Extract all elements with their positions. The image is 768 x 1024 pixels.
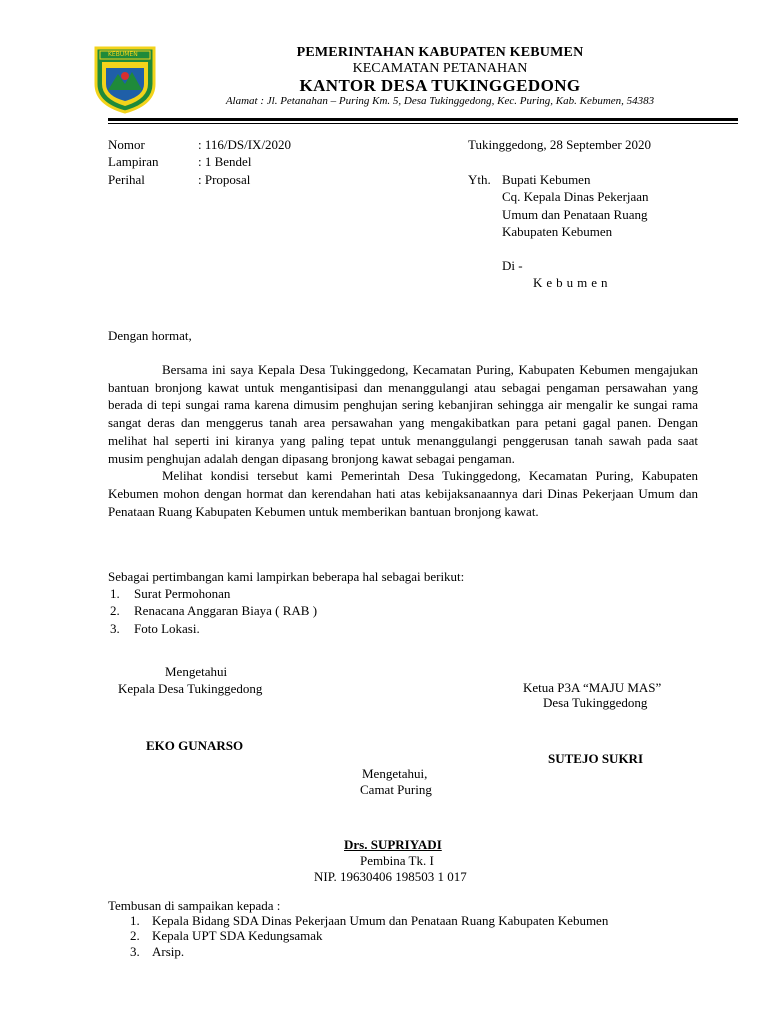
right-sign-village: Desa Tukinggedong bbox=[543, 695, 648, 710]
tembusan-num: 2. bbox=[130, 928, 140, 943]
center-sign-title: Camat Puring bbox=[360, 782, 432, 797]
recipient-line3: Umum dan Penataan Ruang bbox=[502, 207, 648, 222]
tembusan-text: Arsip. bbox=[152, 944, 185, 959]
attachment-intro: Sebagai pertimbangan kami lampirkan beberapa hal sebagai berikut: bbox=[108, 569, 465, 584]
left-sign-acknowledge: Mengetahui bbox=[165, 664, 228, 679]
recipient-yth: Yth. bbox=[468, 172, 491, 187]
body-paragraph-1: Bersama ini saya Kepala Desa Tukinggedong, Kecamatan Puring, Kabupaten Kebumen mengajukan bantuan bronjong kawat untuk mengantisipasi dan menanggulangi atau sebagai pengaman persawahan yang berada di tepi sungai rama karena dimusim penghujan sering kebanjiran sehingga air mengalir ke sungai rama sangat deras dan menggerus tanah area persawahan yang mengakibatkan para petani gagal panen. Dengan melihat hal seperti ini kiranya yang paling tepat untuk menanggulangi penggerusan tanah sawah pada saat musim penghujan adalah dengan dipasang bronjong kawat sebagai pengaman. bbox=[108, 362, 698, 466]
center-sign-rank: Pembina Tk. I bbox=[360, 853, 434, 868]
attachment-num: 3. bbox=[110, 621, 120, 636]
letter-date: Tukinggedong, 28 September 2020 bbox=[468, 137, 651, 152]
greeting: Dengan hormat, bbox=[108, 328, 192, 343]
recipient-di: Di - bbox=[502, 258, 523, 273]
body-paragraph-2: Melihat kondisi tersebut kami Pemerintah Desa Tukinggedong, Kecamatan Puring, Kabupaten Kebumen mohon dengan hormat dan kerendahan hati atas kebijaksanaannya dari Dinas Pekerjaan Umum dan Penataan Ruang Kabupaten Kebumen untuk memberikan bantuan bronjong kawat. bbox=[108, 468, 698, 519]
letterhead-government: PEMERINTAHAN KABUPATEN KEBUMEN bbox=[296, 45, 584, 60]
recipient-line4: Kabupaten Kebumen bbox=[502, 224, 613, 239]
tembusan-item bbox=[130, 927, 323, 944]
letterhead-rule-thin bbox=[108, 123, 738, 124]
letterhead-district: KECAMATAN PETANAHAN bbox=[352, 61, 528, 76]
tembusan-num: 1. bbox=[130, 913, 140, 928]
tembusan-intro: Tembusan di sampaikan kepada : bbox=[108, 898, 281, 913]
regency-logo bbox=[94, 44, 156, 114]
attachment-item bbox=[110, 602, 317, 619]
tembusan-num: 3. bbox=[130, 944, 140, 959]
perihal-label: Perihal bbox=[108, 172, 145, 187]
attachment-text: Renacana Anggaran Biaya ( RAB ) bbox=[134, 603, 318, 618]
center-sign-name: Drs. SUPRIYADI bbox=[344, 837, 442, 852]
letterhead-address: Alamat : Jl. Petanahan – Puring Km. 5, Desa Tukinggedong, Kec. Puring, Kab. Kebumen, 54383 bbox=[225, 95, 655, 107]
left-sign-title: Kepala Desa Tukinggedong bbox=[118, 681, 263, 696]
tembusan-item bbox=[130, 943, 184, 960]
attachment-item bbox=[110, 585, 230, 602]
tembusan-text: Kepala Bidang SDA Dinas Pekerjaan Umum dan Penataan Ruang Kabupaten Kebumen bbox=[152, 913, 609, 928]
letterhead-rule-thick bbox=[108, 118, 738, 121]
attachment-text: Surat Permohonan bbox=[134, 586, 231, 601]
nomor-value: : 116/DS/IX/2020 bbox=[198, 137, 292, 152]
letterhead-office: KANTOR DESA TUKINGGEDONG bbox=[299, 76, 581, 95]
center-sign-nip: NIP. 19630406 198503 1 017 bbox=[314, 869, 467, 884]
recipient-place: Kebumen bbox=[533, 275, 612, 290]
attachment-num: 2. bbox=[110, 603, 120, 618]
lampiran-value: : 1 Bendel bbox=[198, 154, 252, 169]
attachment-text: Foto Lokasi. bbox=[134, 621, 200, 636]
right-sign-name: SUTEJO SUKRI bbox=[548, 751, 643, 766]
lampiran-label: Lampiran bbox=[108, 154, 159, 169]
center-sign-acknowledge: Mengetahui, bbox=[362, 766, 428, 781]
perihal-value: : Proposal bbox=[198, 172, 251, 187]
logo-text: KEBUMEN bbox=[108, 51, 138, 58]
right-sign-title: Ketua P3A “MAJU MAS” bbox=[523, 680, 662, 695]
nomor-label: Nomor bbox=[108, 137, 145, 152]
recipient-line2: Cq. Kepala Dinas Pekerjaan bbox=[502, 189, 649, 204]
attachment-num: 1. bbox=[110, 586, 120, 601]
body-paragraphs bbox=[108, 361, 698, 520]
attachment-item bbox=[110, 620, 200, 637]
recipient-line1: Bupati Kebumen bbox=[502, 172, 591, 187]
tembusan-text: Kepala UPT SDA Kedungsamak bbox=[152, 928, 323, 943]
left-sign-name: EKO GUNARSO bbox=[146, 738, 244, 753]
